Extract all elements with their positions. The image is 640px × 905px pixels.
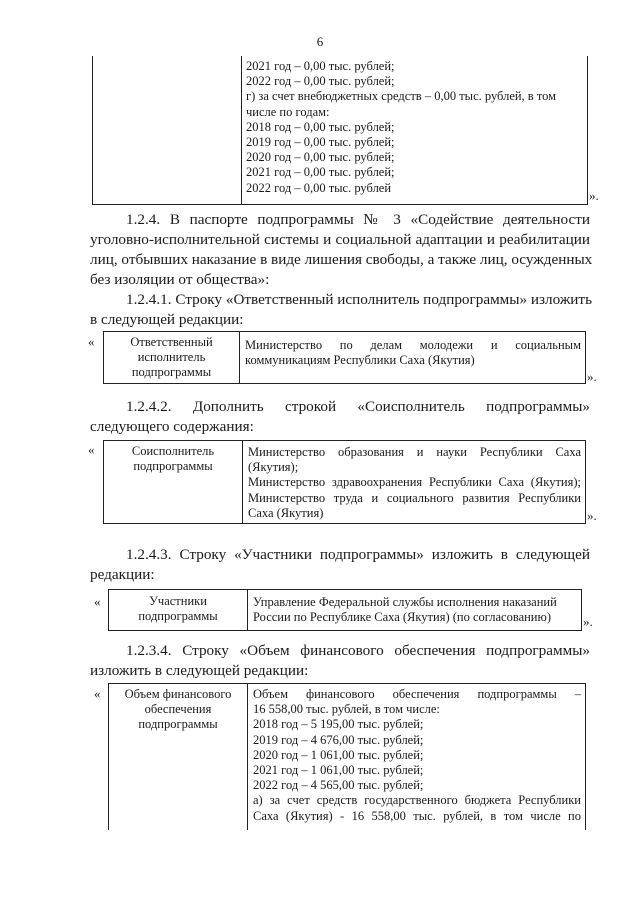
budget-table-continuation: [92, 56, 588, 205]
paragraph-line: 1.2.4.2. Дополнить строкой «Соисполнитель подпрограммы»: [126, 398, 590, 415]
budget-line: 2022 год – 0,00 тыс. рублей: [246, 180, 392, 195]
paragraph-line: в следующей редакции:: [90, 311, 244, 328]
funding-label: Объем финансового обеспечения подпрограммы: [124, 687, 232, 731]
budget-lines: [246, 59, 584, 196]
opening-quote: «: [88, 442, 95, 457]
paragraph-1-2-3-4: [90, 641, 590, 681]
paragraph-line: 1.2.4.1. Строку «Ответственный исполнитель подпрограммы» изложить: [126, 291, 592, 308]
paragraph-line: лиц, отбывших наказание в виде лишения свободы, а также лиц, осужденных: [90, 251, 593, 268]
paragraph-line: 1.2.3.4. Строку «Объем финансового обеспечения подпрограммы»: [126, 642, 590, 659]
opening-quote: «: [94, 594, 101, 609]
paragraph-line: следующего содержания:: [90, 418, 254, 435]
participants-table: [108, 589, 582, 631]
responsible-executor-value: Министерство по делам молодежи и социальным коммуникациям Республики Саха (Якутия): [245, 338, 581, 368]
paragraph-line: уголовно-исполнительной системы и социальной адаптации и реабилитации: [90, 231, 590, 248]
paragraph-1-2-4-2: [90, 397, 590, 437]
budget-line: 2021 год – 0,00 тыс. рублей;: [246, 59, 395, 73]
closing-quote: ».: [583, 614, 593, 629]
closing-quote: ».: [589, 188, 599, 203]
opening-quote: «: [94, 686, 101, 701]
paragraph-line: 1.2.4.3. Строку «Участники подпрограммы» изложить в следующей: [126, 546, 590, 563]
co-executor-label: Соисполнитель подпрограммы: [131, 444, 215, 473]
funding-value: Объем финансового обеспечения подпрограммы – 16 558,00 тыс. рублей, в том числе: 2018 год – 5 195,00 тыс. рублей; 2019 год – 4 676,00 тыс. рублей; 2020 год – 1 061,00 тыс. рублей; 2021 год – 1 061,00 тыс. рублей; 2022 год – 4 565,00 тыс. рублей; а) за счет средств государственного бюджета Республики Саха (Якутия) - 16 558,00 тыс. рублей, в том числе по: [253, 687, 581, 823]
paragraph-1-2-4-1: [90, 290, 590, 330]
closing-quote: ».: [587, 508, 597, 523]
budget-line: 2020 год – 0,00 тыс. рублей;: [246, 150, 395, 165]
budget-line: 2018 год – 0,00 тыс. рублей;: [246, 119, 395, 134]
opening-quote: «: [88, 334, 95, 349]
paragraph-line: 1.2.4. В паспорте подпрограммы № 3 «Содействие деятельности: [126, 211, 590, 228]
co-executor-value: Министерство образования и науки Республики Саха (Якутия); Министерство здравоохранения Республики Саха (Якутия); Министерство труда и социального развития Республики Саха (Якутия): [248, 445, 581, 520]
co-executor-table: [103, 440, 586, 524]
funding-table: [108, 683, 586, 830]
budget-line: числе по годам:: [246, 104, 330, 119]
closing-quote: ».: [587, 369, 597, 384]
page-number: 6: [316, 34, 324, 49]
participants-label: Участники подпрограммы: [138, 594, 218, 623]
paragraph-1-2-4: [90, 210, 593, 290]
paragraph-line: редакции:: [90, 566, 155, 583]
responsible-executor-table: [103, 331, 586, 384]
participants-value: Управление Федеральной службы исполнения наказаний России по Республике Саха (Якутия) (по согласованию): [253, 595, 557, 625]
paragraph-1-2-4-3: [90, 545, 590, 585]
budget-line: 2022 год – 0,00 тыс. рублей;: [246, 74, 395, 89]
budget-line: г) за счет внебюджетных средств – 0,00 тыс. рублей, в том: [246, 89, 557, 104]
paragraph-line: изложить в следующей редакции:: [90, 662, 309, 679]
budget-line: 2021 год – 0,00 тыс. рублей;: [246, 165, 395, 180]
table-left-column: [93, 56, 242, 204]
budget-line: 2019 год – 0,00 тыс. рублей;: [246, 135, 395, 150]
paragraph-line: без изоляции от общества»:: [90, 271, 270, 288]
responsible-executor-label: Ответственный исполнитель подпрограммы: [130, 335, 213, 379]
